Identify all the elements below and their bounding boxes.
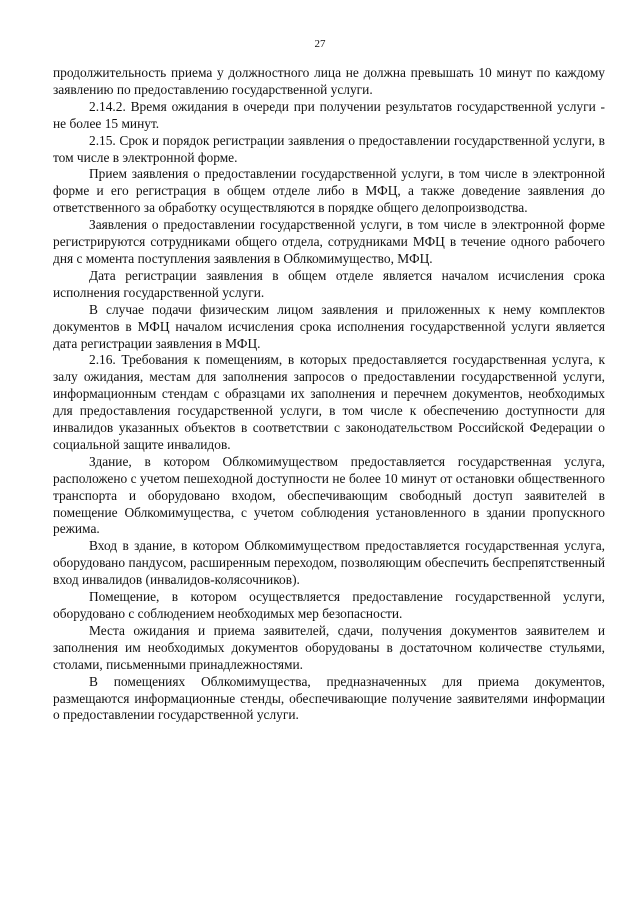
paragraph: Прием заявления о предоставлении государственной услуги, в том числе в электронной форме и его регистрация в общем отделе либо в МФЦ, а также доведение заявления до ответственного за обработку осуществляются в порядке общего делопроизводства. xyxy=(53,166,605,216)
paragraph-continuation: продолжительность приема у должностного лица не должна превышать 10 минут по каждому заявлению по предоставлению государственной услуги. xyxy=(53,65,605,97)
paragraph: Заявления о предоставлении государственной услуги, в том числе в электронной форме регистрируются сотрудниками общего отдела, сотрудниками МФЦ в течение одного рабочего дня с момента поступления заявления в Облкомимущество, МФЦ. xyxy=(53,217,605,266)
paragraph: Дата регистрации заявления в общем отделе является началом исчисления срока исполнения государственной услуги. xyxy=(53,267,605,300)
paragraph: Вход в здание, в котором Облкомимуществом предоставляется государственная услуга, оборудовано пандусом, расширенным переходом, позволяющим обеспечить беспрепятственный вход инвалидов (инвалидов-колясочников). xyxy=(53,538,605,588)
paragraph-2-14-2: 2.14.2. Время ожидания в очереди при получении результатов государственной услуги - не более 15 минут. xyxy=(53,98,605,131)
paragraph: Места ожидания и приема заявителей, сдачи, получения документов заявителем и заполнения им необходимых документов оборудованы в достаточном количестве стульями, столами, письменными принадлежностями. xyxy=(53,622,605,672)
paragraph: Здание, в котором Облкомимуществом предоставляется государственная услуга, расположено с учетом пешеходной доступности не более 10 минут от остановки общественного транспорта и оборудовано входом, обеспечивающим свободный доступ заявителей в помещение Облкомимущества, с учетом соблюдения установленного в здании пропускного режима. xyxy=(53,453,605,537)
paragraph: В помещениях Облкомимущества, предназначенных для приема документов, размещаются информационные стенды, обеспечивающие получение заявителями информации о предоставлении государственной услуги. xyxy=(53,673,605,723)
paragraph-2-16: 2.16. Требования к помещениям, в которых предоставляется государственная услуга, к залу ожидания, местам для заполнения запросов о предоставлении государственной услуги, информационным стендам с образцами их заполнения и перечнем документов, необходимых для предоставления государственной услуги, в том числе к обеспечению доступности для инвалидов указанных объектов в соответствии с законодательством Российской Федерации о социальной защите инвалидов. xyxy=(53,352,605,452)
document-body xyxy=(53,65,605,724)
page-number: 27 xyxy=(314,38,326,50)
paragraph: В случае подачи физическим лицом заявления и приложенных к нему комплектов документов в МФЦ началом исчисления срока исполнения государственной услуги является дата регистрации заявления в МФЦ. xyxy=(53,301,605,351)
paragraph: Помещение, в котором осуществляется предоставление государственной услуги, оборудовано с соблюдением необходимых мер безопасности. xyxy=(53,589,605,621)
paragraph-2-15: 2.15. Срок и порядок регистрации заявления о предоставлении государственной услуги, в том числе в электронной форме. xyxy=(53,132,605,165)
